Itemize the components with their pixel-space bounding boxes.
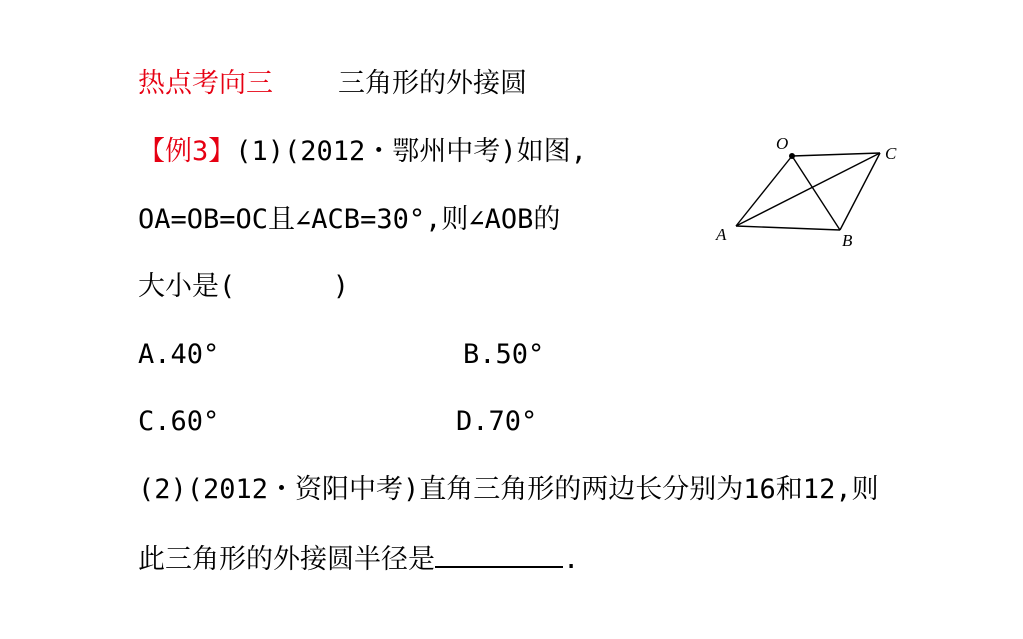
option-c: C.60° [138, 406, 220, 437]
label-c: C [885, 144, 897, 163]
part2-prefix: 此三角形的外接圆半径是 [138, 544, 435, 575]
segment-ob [792, 156, 840, 230]
part2-line-1: (2)(2012・资阳中考)直角三角形的两边长分别为16和12,则 [138, 474, 879, 505]
segment-oa [736, 156, 792, 226]
answer-blank [435, 540, 563, 568]
options-row-2 [138, 405, 538, 439]
geometry-figure [710, 128, 920, 253]
part2-line-2 [138, 540, 579, 577]
label-b: B [842, 231, 853, 250]
label-o: O [776, 134, 789, 153]
label-a: A [716, 225, 727, 244]
center-point [789, 153, 795, 159]
option-b: B.50° [463, 339, 545, 370]
options-row-1 [138, 338, 545, 372]
segment-bc [840, 153, 880, 230]
segment-ab [736, 226, 840, 230]
segment-ac [736, 153, 880, 226]
part2-suffix: . [563, 544, 580, 575]
section-title: 三角形的外接圆 [338, 68, 528, 99]
segment-oc [792, 153, 880, 156]
example-intro-line [138, 135, 587, 169]
part1-intro: (1)(2012・鄂州中考)如图, [235, 136, 587, 167]
topic-label: 热点考向三 [138, 68, 273, 99]
part1-condition: OA=OB=OC且∠ACB=30°,则∠AOB的 [138, 204, 561, 235]
option-a: A.40° [138, 339, 220, 370]
part1-question: 大小是( ) [138, 271, 350, 302]
option-d: D.70° [456, 406, 538, 437]
example-tag: 【例3】 [138, 136, 236, 167]
section-heading [138, 67, 527, 101]
